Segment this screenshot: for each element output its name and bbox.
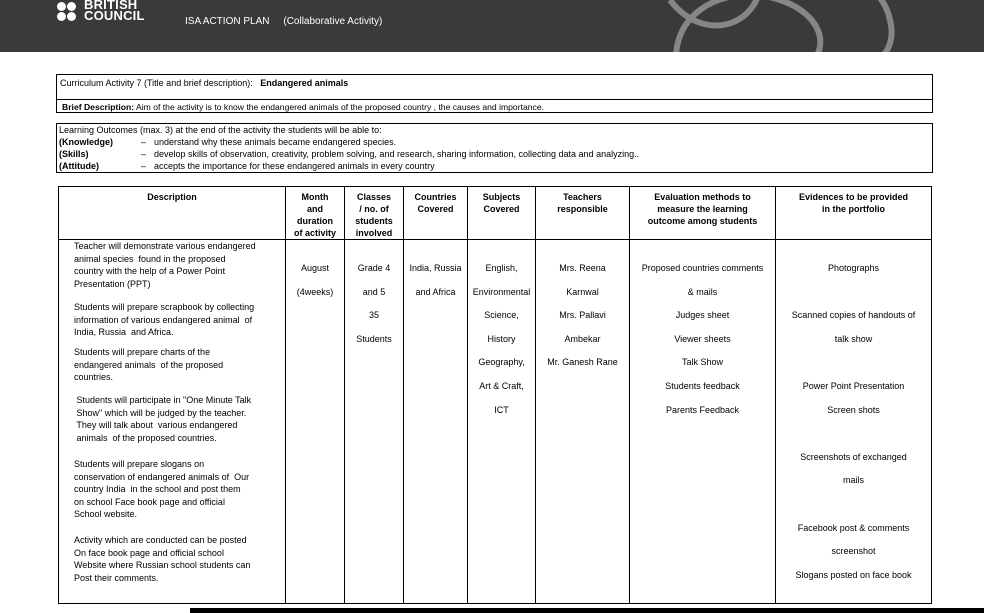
cell-countries [404, 240, 468, 604]
page-title: ISA ACTION PLAN (Collaborative Activity) [185, 16, 383, 27]
outcomes-intro: Learning Outcomes (max. 3) at the end of the activity the students will be able to: [59, 125, 382, 135]
header-banner [0, 0, 984, 52]
description-line: information of various endangered animal of [74, 314, 253, 325]
description-line: Post their comments. [74, 572, 159, 583]
evaluation-method: Judges sheet [675, 310, 730, 321]
evidence-item: Power Point Presentation [802, 381, 905, 391]
teacher-name: Mrs. Reena [559, 263, 606, 273]
header-month: Month and duration of activity [286, 187, 345, 240]
header-classes: Classes / no. of students involved [345, 187, 404, 240]
description-line: Students will prepare charts of the [74, 347, 211, 357]
table-header-row [59, 187, 932, 240]
description-block [74, 458, 284, 521]
description-block [74, 394, 284, 444]
evaluation-method: Talk Show [681, 357, 724, 368]
teacher-name: Mrs. Pallavi [559, 310, 606, 321]
table-row [59, 240, 932, 604]
description-line: India, Russia and Africa. [74, 327, 174, 337]
subject-item: Science, [484, 310, 519, 321]
header-subjects: Subjects Covered [468, 187, 536, 240]
evaluation-method: Viewer sheets [674, 333, 731, 344]
description-line: They will talk about various endangered [74, 420, 238, 430]
subject-item: History [487, 333, 516, 344]
activity-label: Curriculum Activity 7 (Title and brief description): [60, 78, 253, 88]
cell-month [286, 240, 345, 604]
evidence-item: talk show [834, 333, 873, 344]
logo-dots-icon [56, 1, 84, 23]
subject-item: Environmental [472, 286, 531, 297]
british-council-logo [56, 0, 145, 26]
learning-outcomes-box [56, 123, 933, 173]
evidence-item: screenshot [831, 546, 876, 557]
description-line: Teacher will demonstrate various endangered [74, 241, 256, 251]
cell-description [59, 240, 286, 604]
description-line: Students will prepare scrapbook by collecting [74, 302, 255, 312]
description-line: Presentation (PPT) [74, 278, 151, 289]
description-line: Students will participate in "One Minute Talk [74, 395, 252, 405]
activity-title: Endangered animals [260, 78, 349, 88]
header-description: Description [59, 187, 286, 240]
evaluation-method: & mails [687, 286, 718, 297]
description-block [74, 346, 284, 384]
outcome-knowledge: (Knowledge) – understand why these animals became endangered species. [59, 137, 397, 147]
description-line: Activity which are conducted can be posted [74, 535, 247, 545]
month-text: August [300, 263, 330, 273]
classes-text: and 5 [362, 286, 386, 297]
description-block [74, 301, 284, 339]
brief-text: Aim of the activity is to know the endangered animals of the proposed country , the causes and importance. [136, 102, 544, 112]
description-line: endangered animals of the proposed [74, 359, 224, 370]
bottom-bar [190, 608, 984, 613]
evaluation-method: Students feedback [665, 381, 740, 391]
description-line: On face book page and official school [74, 547, 224, 558]
description-line: Show" which will be judged by the teacher. [74, 407, 247, 418]
subject-item: Art & Craft, [479, 381, 524, 391]
header-evidences: Evidences to be provided in the portfolio [776, 187, 932, 240]
cell-evaluation [630, 240, 776, 604]
description-line: country India in the school and post them [74, 484, 241, 494]
description-line: Website where Russian school students can [74, 560, 251, 570]
subject-item: Geography, [478, 357, 525, 368]
cell-teachers [536, 240, 630, 604]
description-line: animal species found in the proposed [74, 253, 226, 264]
evidence-item: Screen shots [827, 404, 880, 415]
outcome-attitude: (Attitude) – accepts the importance for these endangered animals in every country [59, 161, 435, 171]
evidence-item: Screenshots of exchanged [800, 451, 907, 462]
countries-text: India, Russia [409, 263, 462, 273]
action-plan-table [58, 186, 932, 604]
evaluation-method: Parents Feedback [665, 404, 740, 415]
description-line: Students will prepare slogans on [74, 459, 205, 469]
description-line: animals of the proposed countries. [74, 432, 217, 443]
month-text: (4weeks) [296, 286, 334, 297]
activity-box [56, 74, 933, 113]
description-line: countries. [74, 372, 114, 382]
logo-line1: BRITISH [84, 0, 138, 12]
description-line: School website. [74, 509, 138, 519]
classes-text: Grade 4 [357, 263, 391, 273]
description-line: conservation of endangered animals of Our [74, 471, 250, 482]
evidence-item: Slogans posted on face book [795, 569, 912, 580]
evidence-item: Photographs [827, 263, 880, 273]
evidence-item: mails [842, 475, 864, 486]
teacher-name: Mr. Ganesh Rane [547, 357, 618, 368]
classes-text: Students [356, 333, 392, 344]
cell-evidences [776, 240, 932, 604]
description-block [74, 240, 284, 290]
cell-classes [345, 240, 404, 604]
evidence-item: Scanned copies of handouts of [791, 310, 916, 321]
decorative-swirl-graphic [640, 0, 980, 52]
teacher-name: Ambekar [564, 333, 601, 344]
countries-text: and Africa [415, 286, 456, 297]
classes-text: 35 [368, 310, 379, 321]
evaluation-method: Proposed countries comments [641, 263, 764, 273]
header-evaluation: Evaluation methods to measure the learning outcome among students [630, 187, 776, 240]
outcome-skills: (Skills) – develop skills of observation, creativity, problem solving, and research, sharing information, collecting data and analyzing.. [59, 149, 640, 159]
header-teachers: Teachers responsible [536, 187, 630, 240]
brief-label: Brief Description: [62, 102, 135, 112]
cell-subjects [468, 240, 536, 604]
description-block [74, 534, 284, 584]
subject-item: English, [485, 263, 518, 273]
header-countries: Countries Covered [404, 187, 468, 240]
description-line: country with the help of a Power Point [74, 266, 226, 276]
evidence-item: Facebook post & comments [797, 522, 910, 533]
subject-item: ICT [494, 404, 509, 415]
description-line: on school Face book page and official [74, 496, 225, 507]
logo-line2: COUNCIL [84, 8, 145, 23]
teacher-name: Karnwal [566, 286, 599, 297]
